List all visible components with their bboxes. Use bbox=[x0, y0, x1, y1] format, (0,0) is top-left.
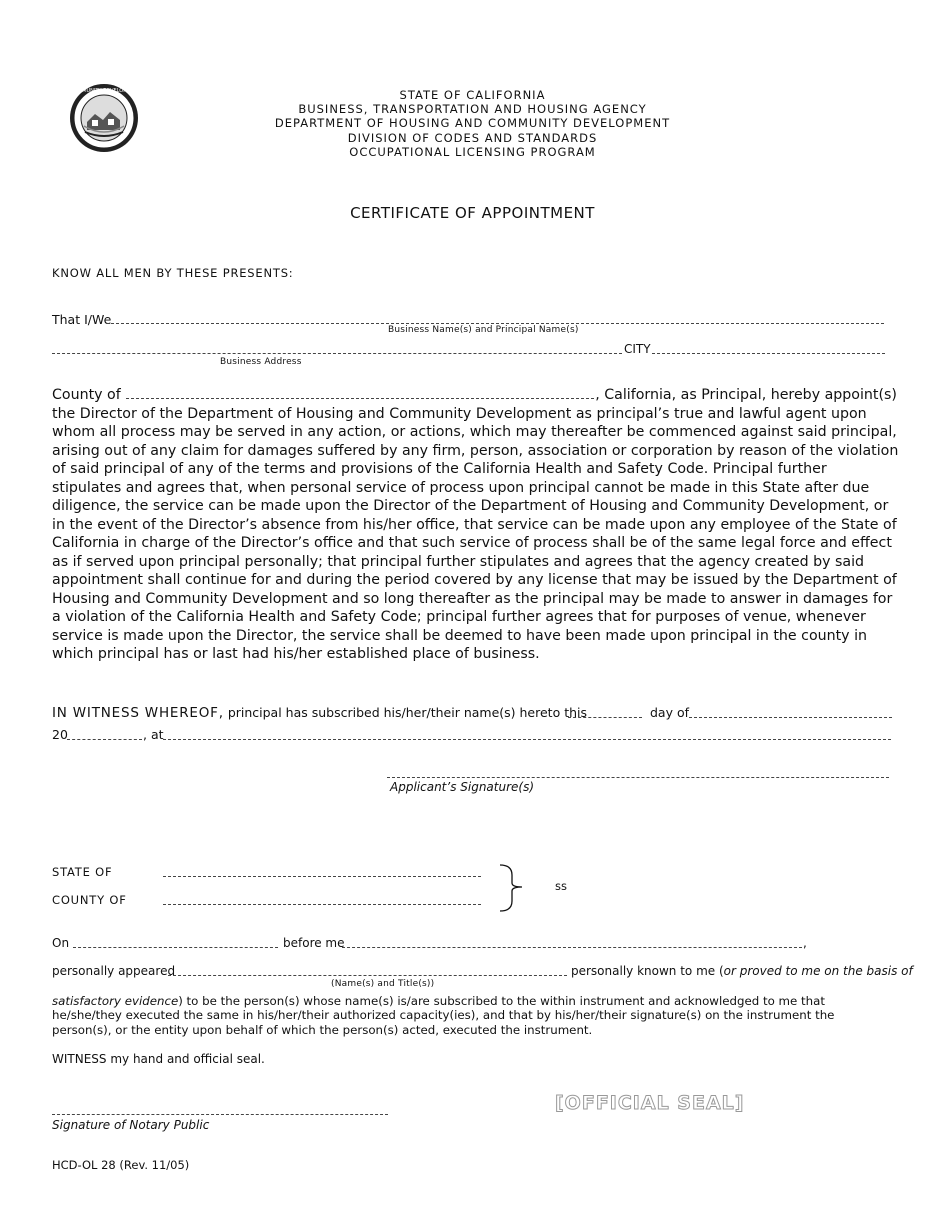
official-seal-placeholder: [OFFICIAL SEAL] bbox=[555, 1092, 745, 1114]
appeared-names-field[interactable] bbox=[168, 975, 567, 976]
applicant-signature-field[interactable] bbox=[387, 777, 889, 778]
applicant-signature-caption: Applicant’s Signature(s) bbox=[390, 780, 535, 794]
header-line: BUSINESS, TRANSPORTATION AND HOUSING AGENCY bbox=[298, 102, 647, 117]
witness-seal-text: WITNESS my hand and official seal. bbox=[52, 1052, 265, 1066]
before-me-comma: , bbox=[803, 936, 807, 950]
svg-text:HOUSING AND COMMUNITY DEVELOPM: HOUSING AND COMMUNITY DEVELOPMENT · CALIFORNIA bbox=[32, 88, 176, 94]
witness-text: principal has subscribed his/her/their name(s) hereto this bbox=[227, 705, 588, 720]
names-titles-caption: (Name(s) and Title(s)) bbox=[331, 979, 435, 989]
notary-officer-field[interactable] bbox=[342, 947, 802, 948]
header-line: STATE OF CALIFORNIA bbox=[399, 88, 546, 102]
brace-icon bbox=[496, 863, 532, 913]
state-of-label: STATE OF bbox=[52, 865, 113, 879]
business-address-field[interactable] bbox=[52, 353, 622, 354]
acknowledgment-text: ) to be the person(s) whose name(s) is/are subscribed to the within instrument and acknowledged to me that he/she/they executed the same in his/her/their authorized capacity(ies), and that by his/her/their signature(s) on the instrument the person(s), or the entity upon behalf of which the person(s) acted, executed the instrument. bbox=[52, 994, 835, 1037]
that-label: That I/We bbox=[52, 312, 112, 327]
at-label: , at bbox=[143, 727, 164, 742]
day-number-field[interactable] bbox=[568, 717, 642, 718]
witness-clause bbox=[52, 705, 587, 721]
notary-acknowledgment bbox=[52, 994, 897, 1037]
satisfactory-evidence-text: satisfactory evidence bbox=[52, 994, 179, 1008]
county-prefix: County of bbox=[52, 387, 121, 403]
personally-known-label: personally known to me ( bbox=[571, 964, 724, 978]
preamble: KNOW ALL MEN BY THESE PRESENTS: bbox=[52, 266, 294, 280]
day-of-label: day of bbox=[650, 705, 690, 720]
before-me-label: before me bbox=[283, 936, 345, 950]
county-field[interactable] bbox=[126, 386, 594, 399]
city-field[interactable] bbox=[652, 353, 885, 354]
document-title: CERTIFICATE OF APPOINTMENT bbox=[350, 204, 595, 222]
county-of-label: COUNTY OF bbox=[52, 893, 127, 907]
header-line: OCCUPATIONAL LICENSING PROGRAM bbox=[349, 144, 596, 159]
form-id: HCD-OL 28 (Rev. 11/05) bbox=[52, 1158, 190, 1172]
agency-header bbox=[0, 88, 945, 159]
business-name-field[interactable] bbox=[106, 323, 884, 324]
ss-label: ss bbox=[555, 879, 567, 893]
personally-appeared-label: personally appeared bbox=[52, 964, 176, 978]
header-line: DEPARTMENT OF HOUSING AND COMMUNITY DEVELOPMENT bbox=[274, 116, 671, 131]
city-label: CITY bbox=[624, 342, 651, 356]
location-field[interactable] bbox=[163, 739, 891, 740]
business-address-caption: Business Address bbox=[220, 357, 302, 367]
proved-basis-text: or proved to me on the basis of bbox=[723, 964, 913, 978]
year-field[interactable] bbox=[67, 739, 142, 740]
body-text: the Director of the Department of Housing and Community Development as principal’s true and lawful agent upon whom all process may be served in any action, or actions, which may thereafter be commenced against said principal, arising out of any claim for damages suffered by any firm, person, association or corporation by reason of the violation of said principal of any of the terms and provisions of the California Health and Safety Code. Principal further stipulates and agrees that, when personal service of process upon principal cannot be made in this State after due diligence, the service can be made upon the Director of the Department of Housing and Community Development, or in the event of the Director’s absence from his/her office, that service can be made upon any employee of the State of California in charge of the Director’s office and that such service of process shall be of the same legal force and effect as if served upon principal personally; that principal further stipulates and agrees that the agency created by said appointment shall continue for and during the period covered by any license that may be issued by the Department of Housing and Community Development and so long thereafter as the principal may be made to answer in damages for a violation of the California Health and Safety Code; principal further agrees that for purposes of venue, whenever service is made upon the Director, the service shall be deemed to have been made upon principal in the county in which principal has or last had his/her established place of business. bbox=[52, 405, 899, 662]
notary-signature-caption: Signature of Notary Public bbox=[52, 1118, 210, 1132]
notary-signature-field[interactable] bbox=[52, 1114, 388, 1115]
county-suffix: , California, as Principal, hereby appoint(s) bbox=[595, 387, 897, 403]
notary-state-field[interactable] bbox=[163, 876, 481, 877]
notary-date-field[interactable] bbox=[73, 947, 278, 948]
business-names-caption: Business Name(s) and Principal Name(s) bbox=[388, 325, 579, 335]
on-label: On bbox=[52, 936, 70, 950]
month-field[interactable] bbox=[689, 717, 892, 718]
year-prefix: 20 bbox=[52, 727, 68, 742]
appointment-body bbox=[52, 386, 900, 664]
personally-known-text bbox=[571, 964, 913, 978]
witness-lead: IN WITNESS WHEREOF, bbox=[52, 705, 224, 721]
header-line: DIVISION OF CODES AND STANDARDS bbox=[347, 130, 598, 145]
notary-county-field[interactable] bbox=[163, 904, 481, 905]
